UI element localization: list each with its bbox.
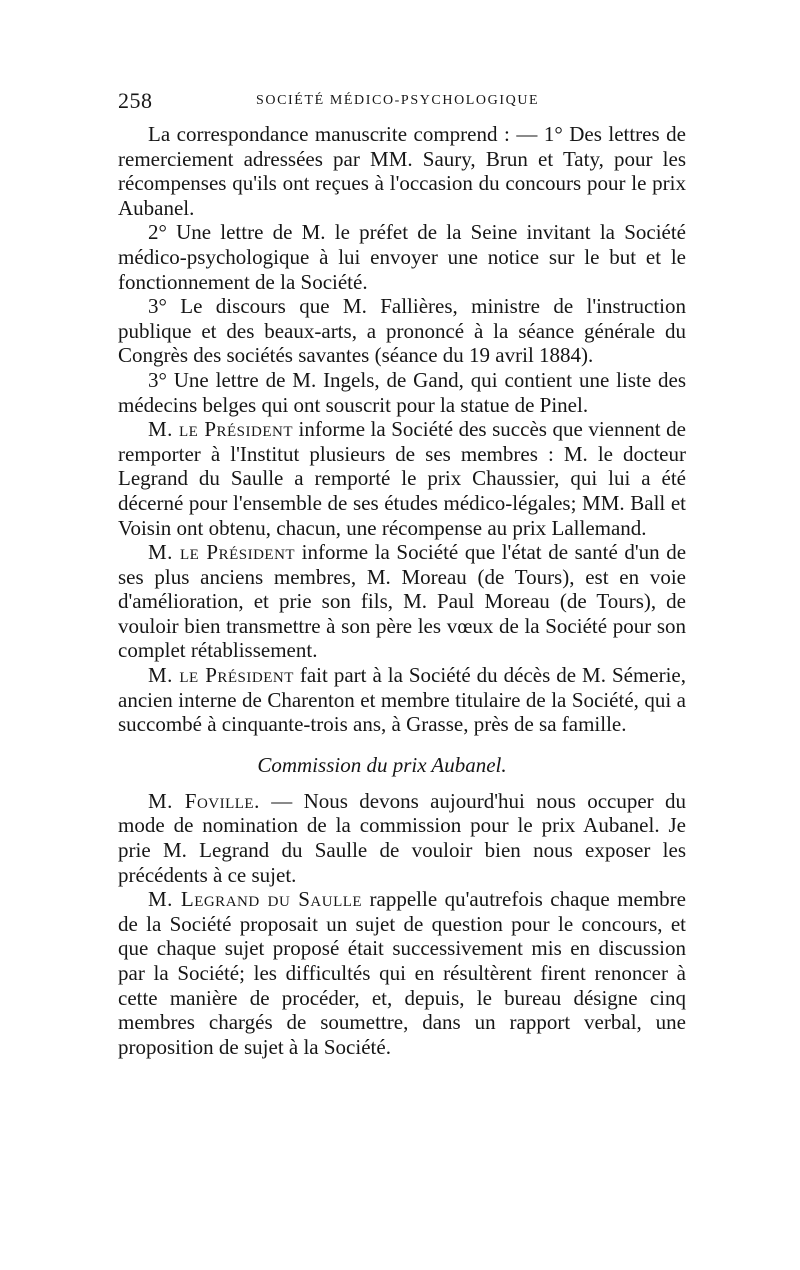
paragraph-text: 3° Une lettre de M. Ingels, de Gand, qui contient une liste des médecins belges qui ont souscrit pour la statue de Pinel. (118, 367, 686, 417)
paragraph-text: La correspondance manuscrite comprend : — 1° Des lettres de remerciement adressées par MM. Saury, Brun et Taty, pour les récompenses qu'ils ont reçues à l'occasion du concours pour le prix Aubanel. (118, 122, 686, 220)
paragraph-text: informe la Société des succès que viennent de remporter à l'Institut plusieurs de ses membres : M. le docteur Legrand du Saulle a remporté le prix Chaussier, qui lui a été décerné pour l'ensemble de ses études médico-légales; MM. Ball et Voisin ont obtenu, chacun, une récompense au prix Lallemand. (118, 417, 687, 540)
paragraph-text: rappelle qu'autrefois chaque membre de la Société proposait un sujet de question pour le concours, et que chaque sujet proposé était successivement mis en discussion par la Société; les difficultés qui en résultèrent firent renoncer à cette manière de procéder, et, depuis, le bureau désigne cinq membres chargés de soumettre, dans un rapport verbal, une proposition de sujet à la Société. (118, 887, 687, 1059)
book-page (118, 88, 686, 1059)
page-header (118, 88, 686, 122)
speaker-name: M. le Président (148, 417, 293, 442)
paragraph-text: 2° Une lettre de M. le préfet de la Seine invitant la Société médico-psychologique à lui envoyer une notice sur le but et le fonctionnement de la Société. (118, 220, 686, 294)
paragraph-correspondence (118, 122, 686, 220)
paragraph-institut-prizes (118, 417, 686, 540)
paragraph-text: 3° Le discours que M. Fallières, ministre de l'instruction publique et des beaux-arts, a prononcé à la séance générale du Congrès des sociétés savantes (séance du 19 avril 1884). (118, 294, 686, 368)
section-title: Commission du prix Aubanel. (257, 752, 507, 777)
paragraph-text: — Nous devons aujourd'hui nous occuper du mode de nomination de la commission pour le prix Aubanel. Je prie M. Legrand du Saulle de vouloir bien nous exposer les précédents à ce sujet. (118, 788, 687, 887)
paragraph-text: fait part à la Société du décès de M. Sémerie, ancien interne de Charenton et membre titulaire de la Société, qui a succombé à cinquante-trois ans, à Grasse, près de sa famille. (118, 663, 686, 737)
paragraph-legrand-remarks (118, 887, 686, 1059)
speaker-name: M. le Président (148, 540, 296, 565)
paragraph-prefect-letter (118, 220, 686, 294)
running-title: SOCIÉTÉ MÉDICO-PSYCHOLOGIQUE (256, 93, 540, 108)
page-number: 258 (118, 88, 153, 113)
paragraph-ingels-letter (118, 368, 686, 417)
paragraph-text: informe la Société que l'état de santé d'un de ses plus anciens membres, M. Moreau (de Tours), est en voie d'amélioration, et prie son fils, M. Paul Moreau (de Tours), de vouloir bien transmettre à son père les vœux de la Société pour son complet rétablissement. (118, 540, 687, 663)
speaker-name: M. Foville. (148, 788, 260, 813)
paragraph-foville-remarks (118, 789, 686, 887)
paragraph-semerie-death (118, 663, 686, 737)
paragraph-moreau-health (118, 540, 686, 663)
speaker-name: M. Legrand du Saulle (148, 887, 363, 912)
paragraph-fallieres-speech (118, 294, 686, 368)
speaker-name: M. le Président (148, 663, 294, 688)
